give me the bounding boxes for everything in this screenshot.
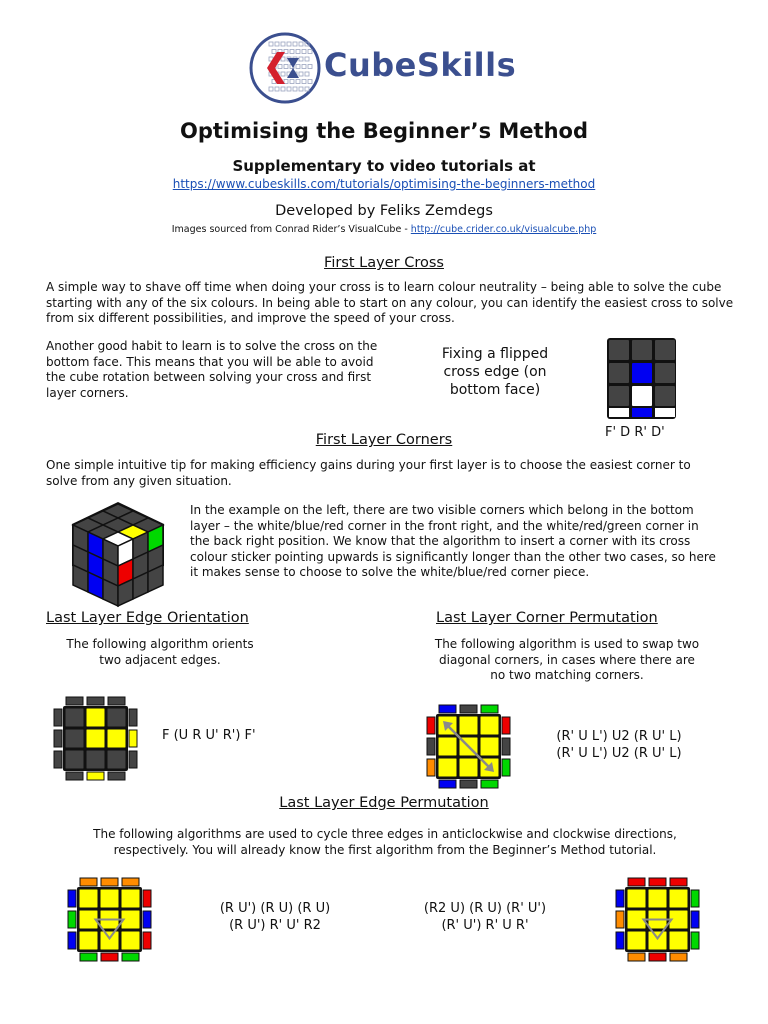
logo-grid-cell bbox=[278, 65, 282, 69]
face-sticker bbox=[632, 363, 652, 383]
images-credit-line bbox=[0, 224, 768, 235]
cross-paragraph-1: A simple way to shave off time when doing your cross is to learn colour neutrality – being able to solve the cube starting with any of the six colours. In being able to start on any colour, you can identify the easiest cross to solve from six different possibilities, and improve the speed of your cross. bbox=[46, 280, 734, 325]
face-sticker bbox=[79, 931, 98, 950]
right-side-sticker bbox=[502, 738, 510, 755]
face-sticker bbox=[627, 931, 646, 950]
top-side-sticker bbox=[80, 878, 97, 886]
face-sticker bbox=[609, 386, 629, 406]
cp-description: The following algorithm is used to swap two diagonal corners, in cases where there are no two matching corners. bbox=[434, 637, 700, 682]
cubeskills-logo-icon bbox=[247, 30, 327, 106]
top-side-sticker bbox=[87, 697, 104, 705]
left-side-sticker bbox=[68, 932, 76, 949]
right-side-sticker bbox=[129, 709, 137, 726]
logo-grid-cell bbox=[269, 42, 273, 46]
bottom-side-sticker bbox=[87, 772, 104, 780]
face-sticker bbox=[86, 729, 105, 748]
ep-left-algorithm-1: (R U') (R U) (R U) bbox=[219, 901, 331, 916]
bottom-side-sticker bbox=[655, 408, 675, 417]
face-sticker bbox=[627, 889, 646, 908]
bottom-side-sticker bbox=[101, 953, 118, 961]
logo-grid-cell bbox=[296, 50, 300, 54]
left-side-sticker bbox=[616, 911, 624, 928]
flipped-edge-algorithm: F' D R' D' bbox=[605, 425, 665, 440]
top-side-sticker bbox=[122, 878, 139, 886]
right-side-sticker bbox=[143, 932, 151, 949]
face-sticker bbox=[107, 750, 126, 769]
right-side-sticker bbox=[502, 759, 510, 776]
logo-grid-cell bbox=[281, 87, 285, 91]
face-sticker bbox=[65, 729, 84, 748]
top-side-sticker bbox=[481, 705, 498, 713]
bottom-side-sticker bbox=[481, 780, 498, 788]
ep-right-algorithms bbox=[400, 900, 570, 934]
top-side-sticker bbox=[101, 878, 118, 886]
logo-grid-cell bbox=[302, 80, 306, 84]
corners-paragraph-1: One simple intuitive tip for making efficiency gains during your first layer is to choose the easiest corner to solve from any given situation. bbox=[46, 458, 691, 488]
logo-grid-cell bbox=[287, 42, 291, 46]
face-sticker bbox=[480, 716, 499, 735]
face-sticker bbox=[107, 729, 126, 748]
logo-grid-cell bbox=[293, 42, 297, 46]
logo-grid-cell bbox=[305, 57, 309, 61]
left-side-sticker bbox=[54, 751, 62, 768]
logo-grid-cell bbox=[284, 65, 288, 69]
right-side-sticker bbox=[502, 717, 510, 734]
subtitle: Supplementary to video tutorials at bbox=[232, 157, 536, 175]
cp-algorithm-2: (R' U L') U2 (R U' L) bbox=[556, 746, 682, 761]
logo-grid-cell bbox=[299, 42, 303, 46]
left-side-sticker bbox=[427, 738, 435, 755]
face-sticker bbox=[65, 708, 84, 727]
logo-grid-cell bbox=[281, 72, 285, 76]
logo-grid-cell bbox=[299, 87, 303, 91]
cross-paragraph-2: Another good habit to learn is to solve the cross on the bottom face. This means that you will be able to avoid the cube rotation between solving your cross and first layer corners. bbox=[46, 339, 378, 400]
first-layer-cross-heading: First Layer Cross bbox=[324, 255, 444, 271]
eo-heading: Last Layer Edge Orientation bbox=[46, 610, 249, 626]
face-sticker bbox=[459, 758, 478, 777]
top-side-sticker bbox=[649, 878, 666, 886]
face-sticker bbox=[655, 386, 675, 406]
logo-grid-cell bbox=[308, 50, 312, 54]
face-sticker bbox=[632, 386, 652, 406]
ep-right-algorithm-2: (R' U') R' U R' bbox=[441, 918, 529, 933]
bottom-side-sticker bbox=[80, 953, 97, 961]
right-side-sticker bbox=[143, 890, 151, 907]
cp-algorithms bbox=[534, 728, 704, 762]
face-sticker bbox=[86, 750, 105, 769]
face-sticker bbox=[438, 758, 457, 777]
logo-grid-cell bbox=[296, 65, 300, 69]
first-layer-corners-heading: First Layer Corners bbox=[315, 432, 453, 448]
left-side-sticker bbox=[68, 890, 76, 907]
face-sticker bbox=[655, 340, 675, 360]
right-side-sticker bbox=[691, 890, 699, 907]
left-side-sticker bbox=[68, 911, 76, 928]
logo-grid-cell bbox=[284, 80, 288, 84]
right-side-sticker bbox=[129, 751, 137, 768]
logo-grid-cell bbox=[299, 72, 303, 76]
top-side-sticker bbox=[108, 697, 125, 705]
face-sticker bbox=[121, 931, 140, 950]
face-sticker bbox=[655, 363, 675, 383]
face-sticker bbox=[648, 889, 667, 908]
logo-grid-cell bbox=[281, 57, 285, 61]
bottom-side-sticker bbox=[439, 780, 456, 788]
logo-grid-cell bbox=[272, 50, 276, 54]
eo-description: The following algorithm orients two adjacent edges. bbox=[66, 637, 254, 667]
logo-grid-cell bbox=[290, 80, 294, 84]
right-side-sticker bbox=[691, 911, 699, 928]
top-side-sticker bbox=[439, 705, 456, 713]
left-side-sticker bbox=[427, 717, 435, 734]
left-side-sticker bbox=[54, 709, 62, 726]
face-sticker bbox=[100, 931, 119, 950]
face-sticker bbox=[669, 889, 688, 908]
developer-credit: Developed by Feliks Zemdegs bbox=[275, 203, 493, 219]
ep-left-algorithms bbox=[190, 900, 360, 934]
bottom-side-sticker bbox=[122, 953, 139, 961]
ep-heading: Last Layer Edge Permutation bbox=[279, 795, 489, 811]
bottom-side-sticker bbox=[66, 772, 83, 780]
eo-algorithm: F (U R U' R') F' bbox=[162, 728, 256, 743]
ep-anticlockwise-cube-diagram bbox=[66, 876, 154, 964]
ep-description: The following algorithms are used to cycle three edges in anticlockwise and clockwise directions, respectively. You will already know the first algorithm from the Beginner’s Method tutorial. bbox=[93, 827, 677, 857]
logo-grid-cell bbox=[305, 72, 309, 76]
top-side-sticker bbox=[460, 705, 477, 713]
ep-left-algorithm-2: (R U') R' U' R2 bbox=[229, 918, 321, 933]
bottom-side-sticker bbox=[609, 408, 629, 417]
left-side-sticker bbox=[54, 730, 62, 747]
right-side-sticker bbox=[691, 932, 699, 949]
face-sticker bbox=[459, 716, 478, 735]
right-side-sticker bbox=[143, 911, 151, 928]
logo-grid-cell bbox=[284, 50, 288, 54]
logo-grid-cell bbox=[275, 87, 279, 91]
face-sticker bbox=[632, 340, 652, 360]
logo-grid-cell bbox=[308, 65, 312, 69]
eo-case-cube-diagram bbox=[52, 695, 140, 783]
face-sticker bbox=[480, 737, 499, 756]
left-side-sticker bbox=[616, 890, 624, 907]
logo-grid-cell bbox=[290, 50, 294, 54]
logo-grid-cell bbox=[287, 87, 291, 91]
cp-case-cube-diagram bbox=[425, 703, 513, 791]
corners-paragraph-2: In the example on the left, there are two visible corners which belong in the bottom layer – the white/blue/red corner in the front right, and the white/red/green corner in the back right position. We know that the algorithm to insert a corner with its cross colour sticker pointing upwards is significantly longer than the other two cases, so here it makes sense to choose to solve the white/blue/red corner piece. bbox=[190, 503, 716, 579]
flipped-edge-cube-diagram bbox=[605, 336, 679, 416]
page-title: Optimising the Beginner’s Method bbox=[180, 119, 588, 143]
face-sticker bbox=[669, 931, 688, 950]
logo-grid-cell bbox=[308, 80, 312, 84]
ep-right-algorithm-1: (R2 U) (R U) (R' U') bbox=[423, 901, 547, 916]
face-sticker bbox=[648, 931, 667, 950]
cp-heading: Last Layer Corner Permutation bbox=[436, 610, 658, 626]
top-side-sticker bbox=[628, 878, 645, 886]
bottom-side-sticker bbox=[628, 953, 645, 961]
left-side-sticker bbox=[427, 759, 435, 776]
logo-grid-cell bbox=[296, 80, 300, 84]
cp-algorithm-1: (R' U L') U2 (R U' L) bbox=[556, 729, 682, 744]
logo-grid-cell bbox=[275, 42, 279, 46]
ep-clockwise-cube-diagram bbox=[614, 876, 702, 964]
face-sticker bbox=[79, 889, 98, 908]
bottom-side-sticker bbox=[460, 780, 477, 788]
logo-grid-cell bbox=[305, 87, 309, 91]
logo-grid-cell bbox=[293, 87, 297, 91]
bottom-side-sticker bbox=[670, 953, 687, 961]
face-sticker bbox=[609, 363, 629, 383]
top-side-sticker bbox=[670, 878, 687, 886]
top-side-sticker bbox=[66, 697, 83, 705]
visualcube-link[interactable]: http://cube.crider.co.uk/visualcube.php bbox=[410, 224, 597, 235]
face-sticker bbox=[107, 708, 126, 727]
logo-grid-cell bbox=[302, 50, 306, 54]
face-sticker bbox=[65, 750, 84, 769]
face-sticker bbox=[121, 889, 140, 908]
face-sticker bbox=[609, 340, 629, 360]
bottom-side-sticker bbox=[649, 953, 666, 961]
bottom-side-sticker bbox=[108, 772, 125, 780]
face-sticker bbox=[100, 889, 119, 908]
brand-name: CubeSkills bbox=[324, 46, 517, 84]
face-sticker bbox=[86, 708, 105, 727]
face-sticker bbox=[438, 737, 457, 756]
logo-grid-cell bbox=[302, 65, 306, 69]
logo-grid-cell bbox=[299, 57, 303, 61]
corners-example-cube-diagram bbox=[66, 500, 166, 592]
video-url-link[interactable]: https://www.cubeskills.com/tutorials/optimising-the-beginners-method bbox=[172, 177, 596, 191]
right-side-sticker bbox=[129, 730, 137, 747]
logo-grid-cell bbox=[281, 42, 285, 46]
flipped-edge-label: Fixing a flipped cross edge (on bottom face) bbox=[441, 346, 549, 398]
images-credit-text: Images sourced from Conrad Rider’s VisualCube - bbox=[171, 224, 408, 235]
logo-grid-cell bbox=[269, 87, 273, 91]
bottom-side-sticker bbox=[632, 408, 652, 417]
left-side-sticker bbox=[616, 932, 624, 949]
